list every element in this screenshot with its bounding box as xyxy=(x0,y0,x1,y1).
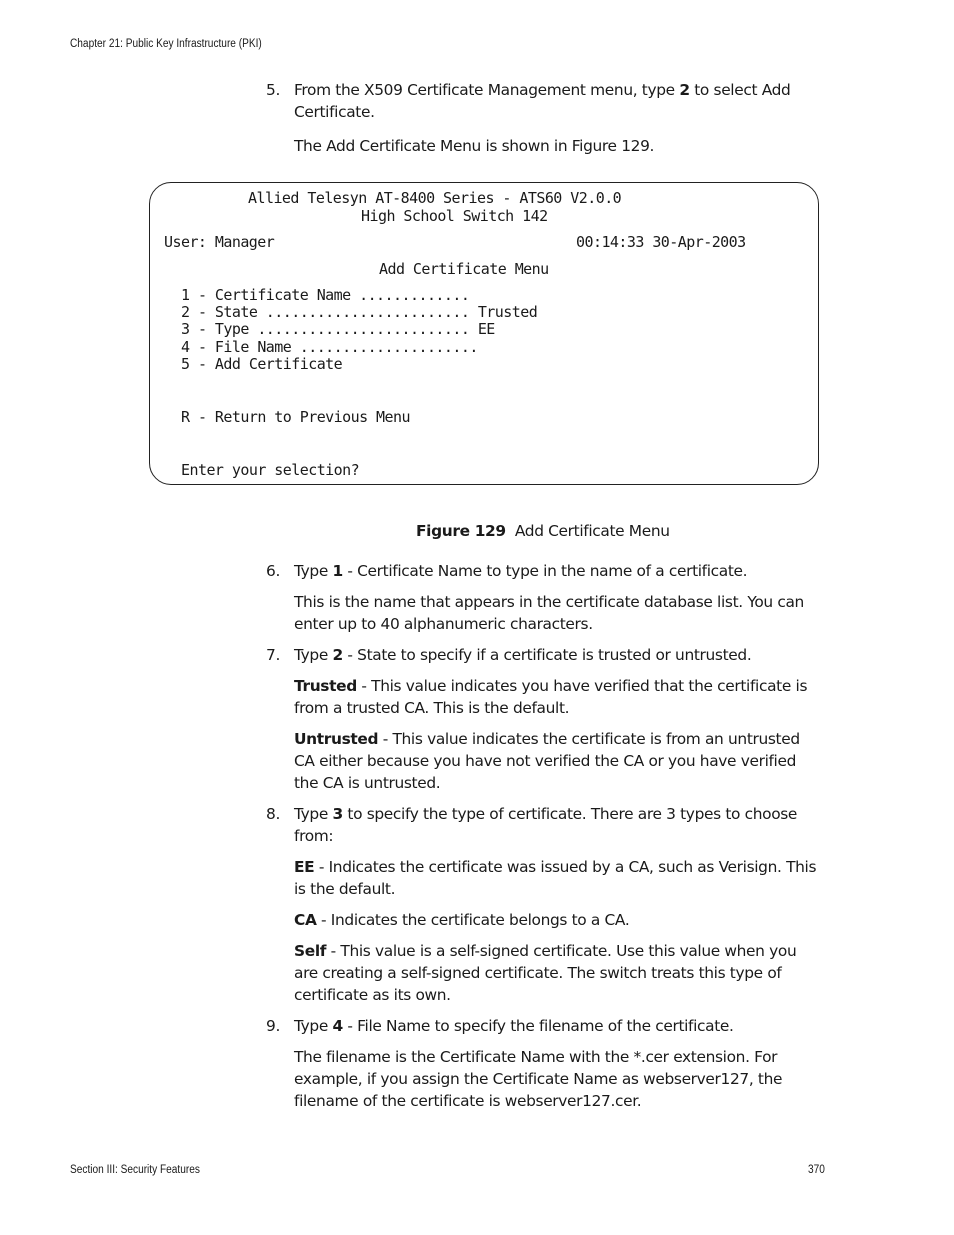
page-header: Chapter 21: Public Key Infrastructure (PKI) xyxy=(70,38,262,50)
trusted-definition: Trusted - This value indicates you have verified that the certificate is from a trusted CA. This is the default. xyxy=(294,677,808,717)
step-6-note: This is the name that appears in the certificate database list. You can enter up to 40 alphanumeric characters. xyxy=(294,593,804,633)
figure-caption: Figure 129 Add Certificate Menu xyxy=(416,522,670,540)
menu-item: 4 - File Name ..................... xyxy=(181,338,478,356)
step-text: Type 2 - State to specify if a certificate is trusted or untrusted. xyxy=(294,646,752,664)
menu-item: 2 - State ........................ Trusted xyxy=(181,303,538,321)
step-number: 5. xyxy=(266,81,280,99)
ee-definition: EE - Indicates the certificate was issued by a CA, such as Verisign. This is the default. xyxy=(294,858,817,898)
step-number: 7. xyxy=(266,646,280,664)
screen-timestamp: 00:14:33 30-Apr-2003 xyxy=(576,233,746,251)
step-number: 8. xyxy=(266,805,280,823)
screen-title: Allied Telesyn AT-8400 Series - ATS60 V2.0.0 xyxy=(248,189,622,207)
menu-item-return: R - Return to Previous Menu xyxy=(181,408,410,426)
step-text: From the X509 Certificate Management menu, type 2 to select Add Certificate. xyxy=(294,81,791,121)
step-text: Type 4 - File Name to specify the filename of the certificate. xyxy=(294,1017,734,1035)
menu-item: 1 - Certificate Name ............. xyxy=(181,286,470,304)
step-9-note: The filename is the Certificate Name with the *.cer extension. For example, if you assign the Certificate Name as webserver127, the filename of the certificate is webserver127.cer. xyxy=(294,1048,783,1110)
step-number: 6. xyxy=(266,562,280,580)
screen-user: User: Manager xyxy=(164,233,275,251)
untrusted-definition: Untrusted - This value indicates the certificate is from an untrusted CA either because you have not verified the CA or you have verified the CA is untrusted. xyxy=(294,730,800,792)
page-footer-section: Section III: Security Features xyxy=(70,1164,200,1176)
ca-definition: CA - Indicates the certificate belongs to a CA. xyxy=(294,911,630,929)
step-text: Type 3 to specify the type of certificate. There are 3 types to choose from: xyxy=(294,805,798,845)
step-number: 9. xyxy=(266,1017,280,1035)
menu-item: 5 - Add Certificate xyxy=(181,355,343,373)
self-definition: Self - This value is a self-signed certificate. Use this value when you are creating a self-signed certificate. The switch treats this type of certificate as its own. xyxy=(294,942,797,1004)
page-number: 370 xyxy=(808,1164,825,1176)
step-text: Type 1 - Certificate Name to type in the name of a certificate. xyxy=(294,562,748,580)
menu-item: 3 - Type ......................... EE xyxy=(181,320,495,338)
screen-prompt: Enter your selection? xyxy=(181,461,360,479)
step-5-note: The Add Certificate Menu is shown in Figure 129. xyxy=(294,137,655,155)
terminal-screen xyxy=(149,182,819,485)
screen-menu-title: Add Certificate Menu xyxy=(379,260,549,278)
screen-subtitle: High School Switch 142 xyxy=(361,207,548,225)
